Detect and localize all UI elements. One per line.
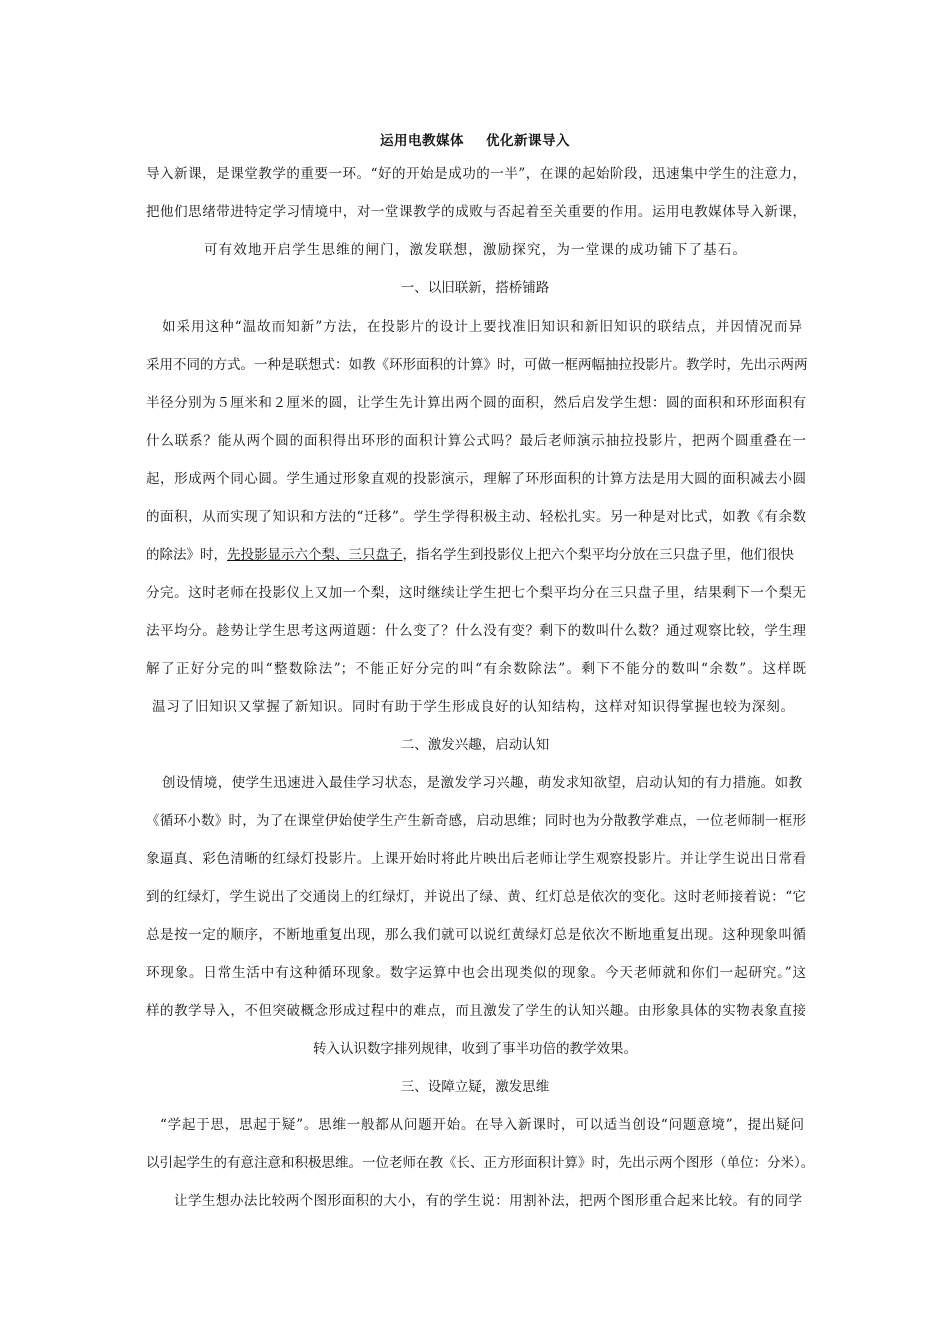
paragraph-line: 如采用这种“温故而知新”方法，在投影片的设计上要找准旧知识和新旧知识的联结点，并因情况而异	[162, 319, 802, 335]
paragraph-line: 环现象。日常生活中有这种循环现象。数字运算中也会出现类似的现象。今天老师就和你们一起研究。”这	[146, 965, 806, 981]
paragraph-line: 半径分别为５厘米和２厘米的圆，让学生先计算出两个圆的面积，然后启发学生想：圆的面积和环形面积有	[146, 395, 806, 411]
paragraph-line: 温习了旧知识又掌握了新知识。同时有助于学生形成良好的认知结构，这样对知识得掌握也较为深刻。	[152, 699, 794, 715]
paragraph-line: 导入新课，是课堂教学的重要一环。“好的开始是成功的一半”，在课的起始阶段，迅速集中学生的注意力，	[146, 166, 806, 182]
title-part-2: 优化新课导入	[486, 133, 570, 149]
section-heading: 三、设障立疑，激发思维	[400, 1079, 550, 1095]
paragraph-line: “学起于思，思起于疑”。思维一般都从问题开始。在导入新课时，可以适当创设“问题意境”，提出疑问	[160, 1117, 804, 1133]
paragraph-line: 总是按一定的顺序，不断地重复出现，那么我们就可以说红黄绿灯总是依次不断地重复出现。这种现象叫循	[146, 927, 806, 943]
paragraph-line	[146, 545, 806, 565]
paragraph-line: 样的教学导入，不但突破概念形成过程中的难点，而且激发了学生的认知兴趣。由形象具体的实物表象直接	[146, 1003, 806, 1019]
paragraph-line: 解了正好分完的叫“整数除法”；不能正好分完的叫“有余数除法”。剩下不能分的数叫“余数”。这样既	[146, 661, 806, 677]
paragraph-line: 象逼真、彩色清晰的红绿灯投影片。上课开始时将此片映出后老师让学生观察投影片。并让学生说出日常看	[146, 851, 806, 867]
text-segment: 的除法》时，	[146, 547, 227, 563]
paragraph-line: 采用不同的方式。一种是联想式：如教《环形面积的计算》时，可做一框两幅抽拉投影片。教学时，先出示两两	[146, 357, 808, 373]
paragraph-line: 的面积，从而实现了知识和方法的“迁移”。学生学得积极主动、轻松扎实。另一种是对比式，如教《有余数	[146, 509, 806, 525]
paragraph-line: 可有效地开启学生思维的闸门，激发联想，激励探究，为一堂课的成功铺下了基石。	[204, 242, 746, 258]
section-heading: 二、激发兴趣，启动认知	[400, 737, 550, 753]
paragraph-line: 什么联系？能从两个圆的面积得出环形的面积计算公式吗？最后老师演示抽拉投影片，把两个圆重叠在一	[146, 433, 806, 449]
paragraph-line: 以引起学生的有意注意和积极思维。一位老师在教《长、正方形面积计算》时，先出示两个图形（单位：分米）。	[146, 1155, 815, 1171]
paragraph-line: 《循环小数》时，为了在课堂伊始使学生产生新奇感，启动思维；同时也为分散教学难点，一位老师制一框形	[146, 813, 806, 829]
paragraph-line: 转入认识数字排列规律，收到了事半功倍的教学效果。	[313, 1041, 637, 1057]
paragraph-line: 起，形成两个同心圆。学生通过形象直观的投影演示，理解了环形面积的计算方法是用大圆的面积减去小圆	[146, 471, 806, 487]
paragraph-line: 到的红绿灯，学生说出了交通岗上的红绿灯，并说出了绿、黄、红灯总是依次的变化。这时老师接着说：“它	[146, 889, 806, 905]
text-segment: ，指名学生到投影仪上把六个梨平均分放在三只盘子里，他们很快	[402, 547, 794, 563]
paragraph-line: 让学生想办法比较两个图形面积的大小，有的学生说：用割补法，把两个图形重合起来比较。有的同学	[174, 1193, 802, 1209]
paragraph-line: 分完。这时老师在投影仪上又加一个梨，这时继续让学生把七个梨平均分在三只盘子里，结果剩下一个梨无	[146, 585, 806, 601]
paragraph-line: 创设情境，使学生迅速进入最佳学习状态，是激发学习兴趣，萌发求知欲望，启动认知的有力措施。如教	[162, 775, 802, 791]
title-part-1: 运用电教媒体	[380, 133, 464, 149]
underlined-text: 先投影显示六个梨、三只盘子	[227, 547, 403, 563]
document-title	[0, 129, 950, 149]
paragraph-line: 把他们思绪带进特定学习情境中，对一堂课教学的成败与否起着至关重要的作用。运用电教媒体导入新课，	[146, 204, 806, 220]
paragraph-line: 法平均分。趁势让学生思考这两道题：什么变了？什么没有变？剩下的数叫什么数？通过观察比较，学生理	[146, 623, 806, 639]
section-heading: 一、以旧联新，搭桥铺路	[400, 280, 550, 296]
